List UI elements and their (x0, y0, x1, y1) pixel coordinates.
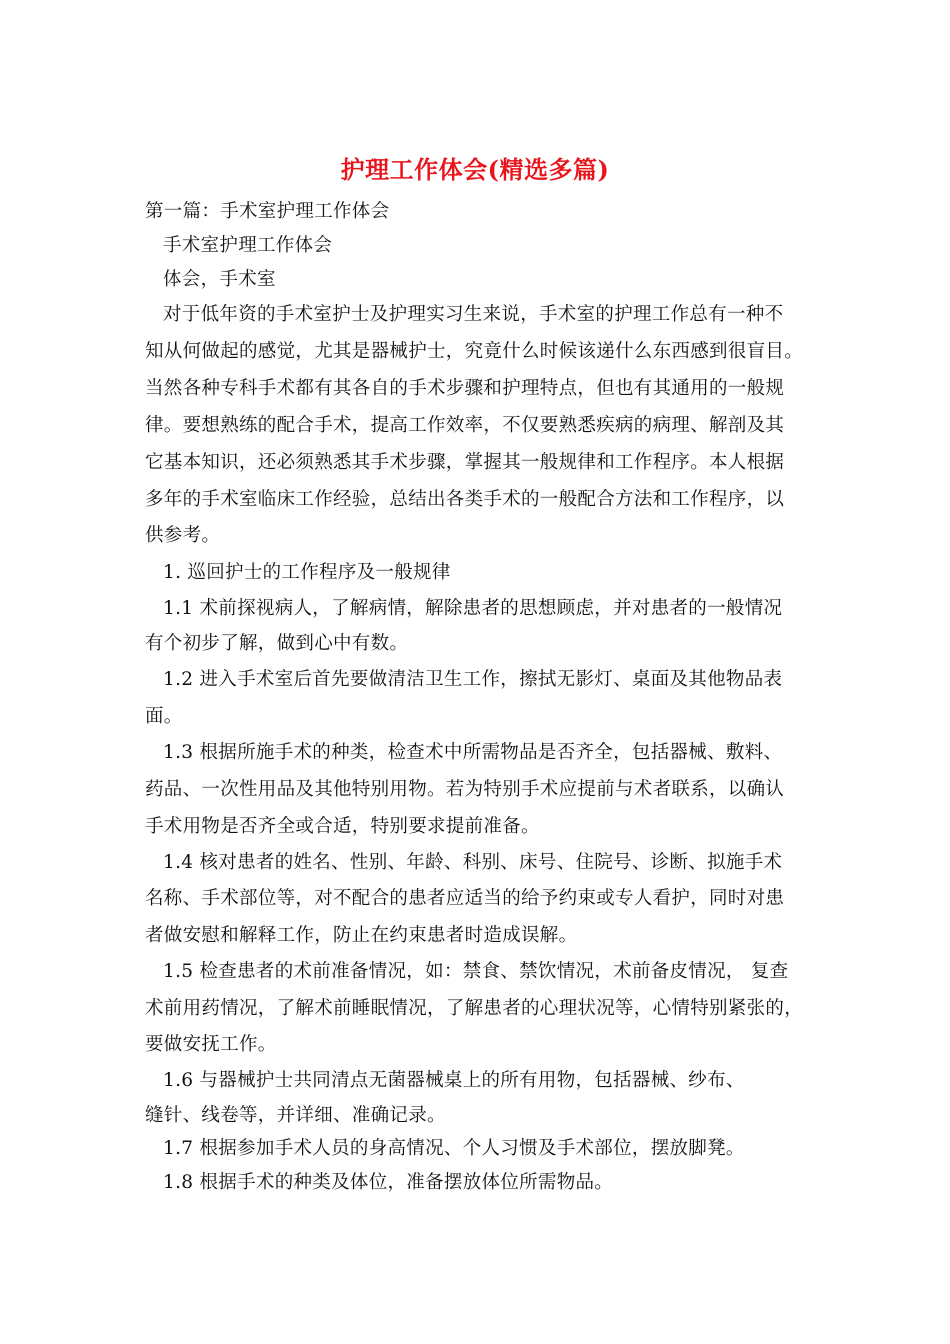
document-title: 护理工作体会(精选多篇) (340, 155, 610, 184)
article-title: 手术室护理工作体会 (163, 235, 333, 256)
paragraph-line: 当然各种专科手术都有其各自的手术步骤和护理特点，但也有其通用的一般规 (145, 378, 785, 399)
subsection-heading: 1. 巡回护士的工作程序及一般规律 (163, 562, 451, 583)
paragraph-line: 药品、一次性用品及其他特别用物。若为特别手术应提前与术者联系，以确认 (145, 779, 785, 800)
paragraph-line: 手术用物是否齐全或合适，特别要求提前准备。 (145, 816, 540, 837)
paragraph-line: 1.1 术前探视病人，了解病情，解除患者的思想顾虑，并对患者的一般情况 (163, 598, 783, 619)
paragraph-line: 供参考。 (145, 525, 221, 546)
paragraph-line: 它基本知识，还必须熟悉其手术步骤，掌握其一般规律和工作程序。本人根据 (145, 452, 785, 473)
paragraph-line: 1.7 根据参加手术人员的身高情况、个人习惯及手术部位，摆放脚凳。 (163, 1138, 745, 1159)
paragraph-line: 1.4 核对患者的姓名、性别、年龄、科别、床号、住院号、诊断、拟施手术 (163, 852, 783, 873)
paragraph-line: 要做安抚工作。 (145, 1034, 277, 1055)
paragraph-line: 缝针、线卷等，并详细、准确记录。 (145, 1105, 446, 1126)
paragraph-line: 1.6 与器械护士共同清点无菌器械桌上的所有用物，包括器械、纱布、 (163, 1070, 745, 1091)
paragraph-line: 多年的手术室临床工作经验，总结出各类手术的一般配合方法和工作程序，以 (145, 489, 785, 510)
paragraph-line: 1.8 根据手术的种类及体位，准备摆放体位所需物品。 (163, 1172, 614, 1193)
paragraph-line: 1.2 进入手术室后首先要做清洁卫生工作，擦拭无影灯、桌面及其他物品表 (163, 669, 783, 690)
paragraph-line: 有个初步了解，做到心中有数。 (145, 633, 409, 654)
section-heading: 第一篇：手术室护理工作体会 (145, 201, 390, 222)
paragraph-line: 术前用药情况，了解术前睡眠情况，了解患者的心理状况等，心情特别紧张的， (145, 998, 804, 1019)
keywords: 体会，手术室 (163, 269, 276, 290)
paragraph-line: 知从何做起的感觉，尤其是器械护士，究竟什么时候该递什么东西感到很盲目。 (145, 341, 804, 362)
paragraph-line: 对于低年资的手术室护士及护理实习生来说，手术室的护理工作总有一种不 (163, 304, 784, 325)
paragraph-line: 1.3 根据所施手术的种类，检查术中所需物品是否齐全，包括器械、敷料、 (163, 742, 783, 763)
paragraph-line: 面。 (145, 706, 183, 727)
paragraph-line: 1.5 检查患者的术前准备情况，如：禁食、禁饮情况，术前备皮情况， 复查 (163, 961, 789, 982)
paragraph-line: 律。要想熟练的配合手术，提高工作效率，不仅要熟悉疾病的病理、解剖及其 (145, 415, 785, 436)
paragraph-line: 者做安慰和解释工作，防止在约束患者时造成误解。 (145, 925, 578, 946)
paragraph-line: 名称、手术部位等，对不配合的患者应适当的给予约束或专人看护，同时对患 (145, 888, 785, 909)
